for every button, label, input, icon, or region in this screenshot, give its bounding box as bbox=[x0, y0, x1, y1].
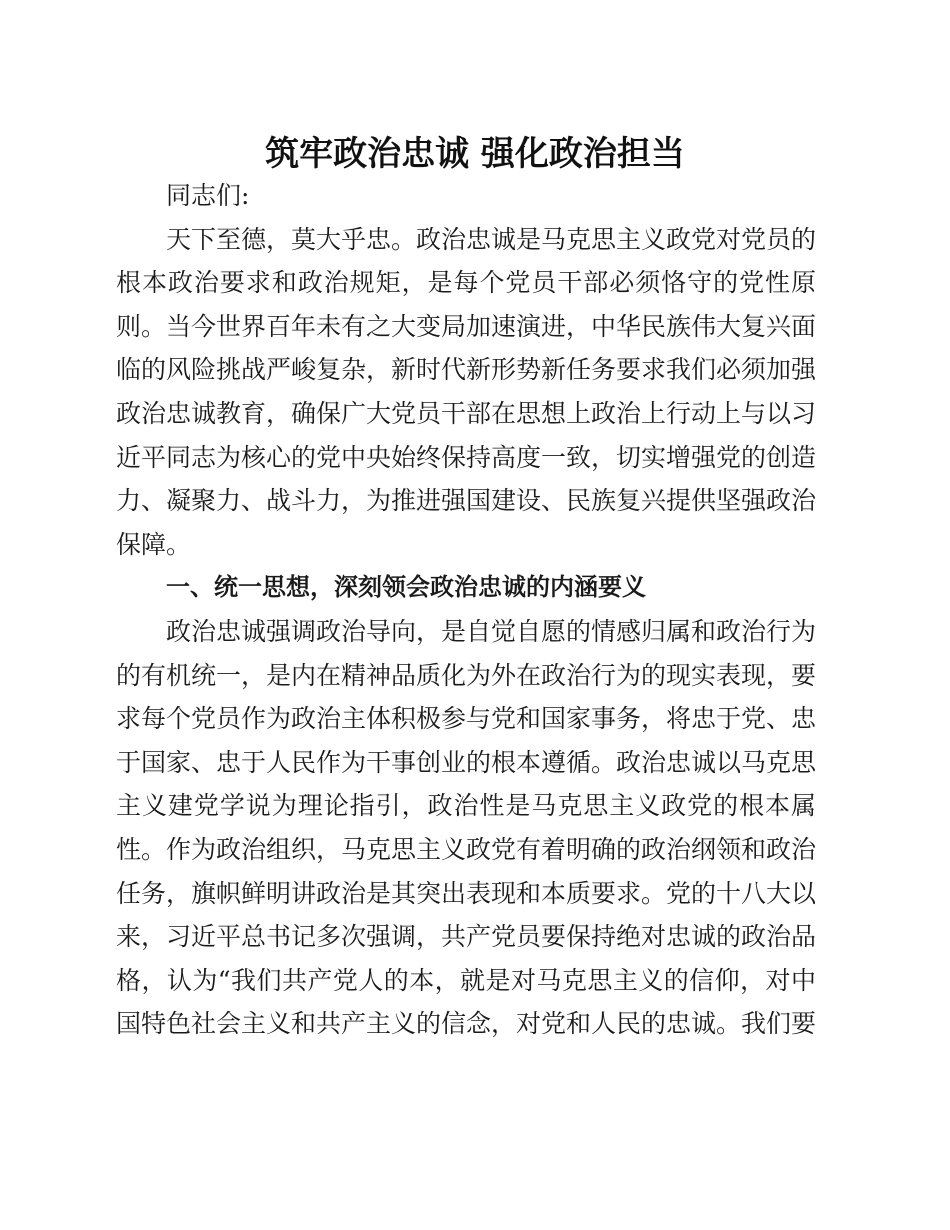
paragraph-line: 国特色社会主义和共产主义的信念，对党和人民的忠诚。我们要 bbox=[116, 1009, 816, 1039]
paragraph-line: 则。当今世界百年未有之大变局加速演进，中华民族伟大复兴面 bbox=[116, 311, 816, 341]
section-heading: 一、统一思想，深刻领会政治忠诚的内涵要义 bbox=[166, 573, 646, 602]
paragraph-line: 保障。 bbox=[116, 529, 192, 559]
salutation: 同志们: bbox=[166, 181, 250, 210]
paragraph-2 bbox=[116, 610, 816, 1046]
paragraph-line: 政治忠诚强调政治导向，是自觉自愿的情感归属和政治行为 bbox=[166, 616, 816, 646]
paragraph-line: 性。作为政治组织，马克思主义政党有着明确的政治纲领和政治 bbox=[116, 834, 816, 864]
paragraph-line: 主义建党学说为理论指引，政治性是马克思主义政党的根本属 bbox=[116, 791, 816, 821]
document-body bbox=[116, 174, 816, 1046]
paragraph-line: 任务，旗帜鲜明讲政治是其突出表现和本质要求。党的十八大以 bbox=[116, 878, 816, 908]
paragraph-line: 来，习近平总书记多次强调，共产党员要保持绝对忠诚的政治品 bbox=[116, 922, 816, 952]
paragraph-line: 近平同志为核心的党中央始终保持高度一致，切实增强党的创造 bbox=[116, 442, 816, 472]
paragraph-line: 的有机统一，是内在精神品质化为外在政治行为的现实表现，要 bbox=[116, 660, 816, 690]
paragraph-line: 力、凝聚力、战斗力，为推进强国建设、民族复兴提供坚强政治 bbox=[116, 486, 816, 516]
paragraph-line: 根本政治要求和政治规矩，是每个党员干部必须恪守的党性原 bbox=[116, 268, 816, 298]
document-title: 筑牢政治忠诚 强化政治担当 bbox=[265, 134, 685, 174]
paragraph-1 bbox=[116, 218, 816, 567]
paragraph-line: 格，认为“我们共产党人的本，就是对马克思主义的信仰，对中 bbox=[116, 965, 816, 995]
paragraph-line: 政治忠诚教育，确保广大党员干部在思想上政治上行动上与以习 bbox=[116, 398, 816, 428]
paragraph-line: 求每个党员作为政治主体积极参与党和国家事务，将忠于党、忠 bbox=[116, 704, 816, 734]
paragraph-line: 临的风险挑战严峻复杂，新时代新形势新任务要求我们必须加强 bbox=[116, 355, 816, 385]
paragraph-line: 天下至德，莫大乎忠。政治忠诚是马克思主义政党对党员的 bbox=[166, 224, 816, 254]
paragraph-line: 于国家、忠于人民作为干事创业的根本遵循。政治忠诚以马克思 bbox=[116, 747, 816, 777]
